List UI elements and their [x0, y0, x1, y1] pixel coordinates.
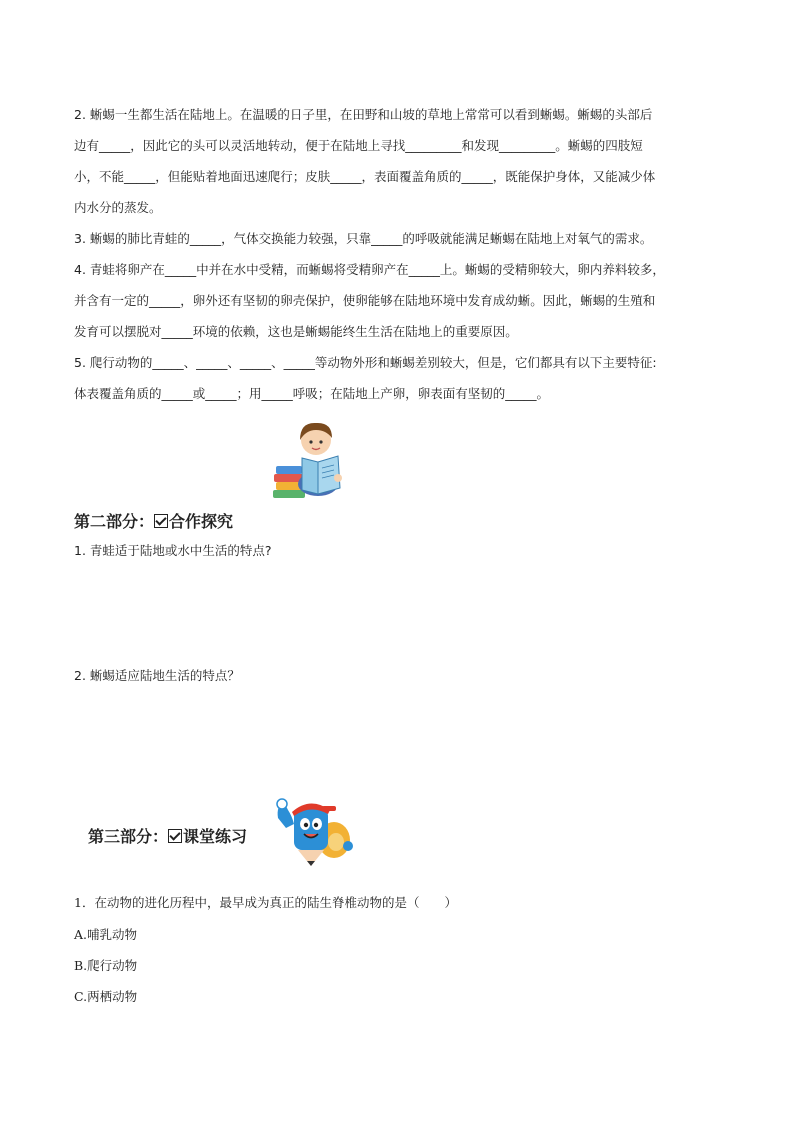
heading-prefix: 第二部分： — [74, 512, 155, 531]
question-line: 边有_____，因此它的头可以灵活地转动，便于在陆地上寻找_________和发现_________。蜥蜴的四肢短 — [74, 138, 643, 153]
checkbox-icon — [168, 829, 182, 843]
fill-question-3 — [74, 223, 726, 254]
question-line: 2. 蜥蜴一生都生活在陆地上。在温暖的日子里，在田野和山坡的草地上常常可以看到蜥蜴。蜥蜴的头部后 — [74, 107, 653, 122]
section-heading-part2 — [74, 509, 233, 532]
fill-question-4 — [74, 254, 726, 347]
option-a: A.哺乳动物 — [74, 927, 138, 942]
fill-question-5 — [74, 347, 726, 409]
heading-text: 课堂练习 — [183, 827, 248, 846]
question-line: 3. 蜥蜴的肺比青蛙的_____，气体交换能力较强，只靠_____的呼吸就能满足蜥蜴在陆地上对氧气的需求。 — [74, 231, 653, 246]
question-line: 4. 青蛙将卵产在_____中并在水中受精，而蜥蜴将受精卵产在_____上。蜥蜴的受精卵较大，卵内养料较多， — [74, 262, 665, 277]
question-line: 小，不能_____，但能贴着地面迅速爬行；皮肤_____，表面覆盖角质的_____，既能保护身体，又能减少体 — [74, 169, 656, 184]
heading-prefix: 第三部分： — [88, 827, 169, 846]
heading-text: 合作探究 — [169, 512, 234, 531]
question-line: 体表覆盖角质的_____或_____；用_____呼吸；在陆地上产卵，卵表面有坚韧的_____。 — [74, 386, 550, 401]
question-line: 发育可以摆脱对_____环境的依赖，这也是蜥蜴能终生生活在陆地上的重要原因。 — [74, 324, 518, 339]
fill-question-2 — [74, 99, 726, 223]
option-c: C.两栖动物 — [74, 989, 138, 1004]
reading-boy-illustration — [272, 418, 352, 500]
question-line: 内水分的蒸发。 — [74, 200, 162, 215]
question-line: 并含有一定的_____，卵外还有坚韧的卵壳保护，使卵能够在陆地环境中发育成幼蜥。因此，蜥蜴的生殖和 — [74, 293, 656, 308]
inquiry-question-2: 2. 蜥蜴适应陆地生活的特点？ — [74, 668, 240, 683]
section-heading-part3 — [88, 824, 247, 847]
option-b: B.爬行动物 — [74, 958, 138, 973]
pencil-mascot-illustration — [272, 796, 356, 868]
practice-question-1: 1．在动物的进化历程中，最早成为真正的陆生脊椎动物的是（ ） — [74, 895, 457, 910]
question-line: 5. 爬行动物的_____、_____、_____、_____等动物外形和蜥蜴差别较大，但是，它们都具有以下主要特征: — [74, 355, 657, 370]
checkbox-icon — [154, 514, 168, 528]
inquiry-question-1: 1. 青蛙适于陆地或水中生活的特点? — [74, 543, 272, 558]
